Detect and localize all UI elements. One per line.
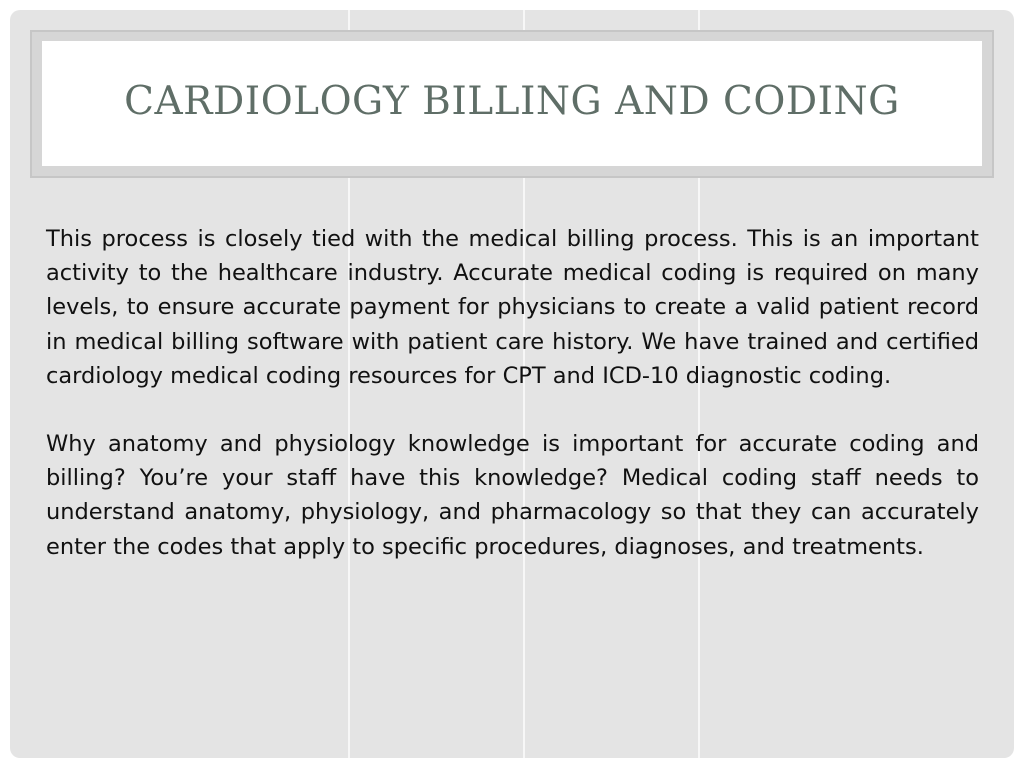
paragraph: Why anatomy and physiology knowledge is important for accurate coding and billing? You’re your staff have this knowledge? Medical coding staff needs to understand anatomy, physiology, and pharmacology so that they can accurately enter the codes that apply to specific procedures, diagnoses, and treatments. <box>46 431 979 560</box>
title-box <box>42 41 982 166</box>
paragraph: This process is closely tied with the medical billing process. This is an important activity to the healthcare industry. Accurate medical coding is required on many levels, to ensure accurate payment for physicians to create a valid patient record in medical billing software with patient care history. We have trained and certified cardiology medical coding resources for CPT and ICD-10 diagnostic coding. <box>46 226 979 389</box>
body-text <box>46 222 979 564</box>
slide <box>10 10 1014 758</box>
slide-title: CARDIOLOGY BILLING AND CODING <box>124 79 900 124</box>
title-frame <box>30 30 994 178</box>
